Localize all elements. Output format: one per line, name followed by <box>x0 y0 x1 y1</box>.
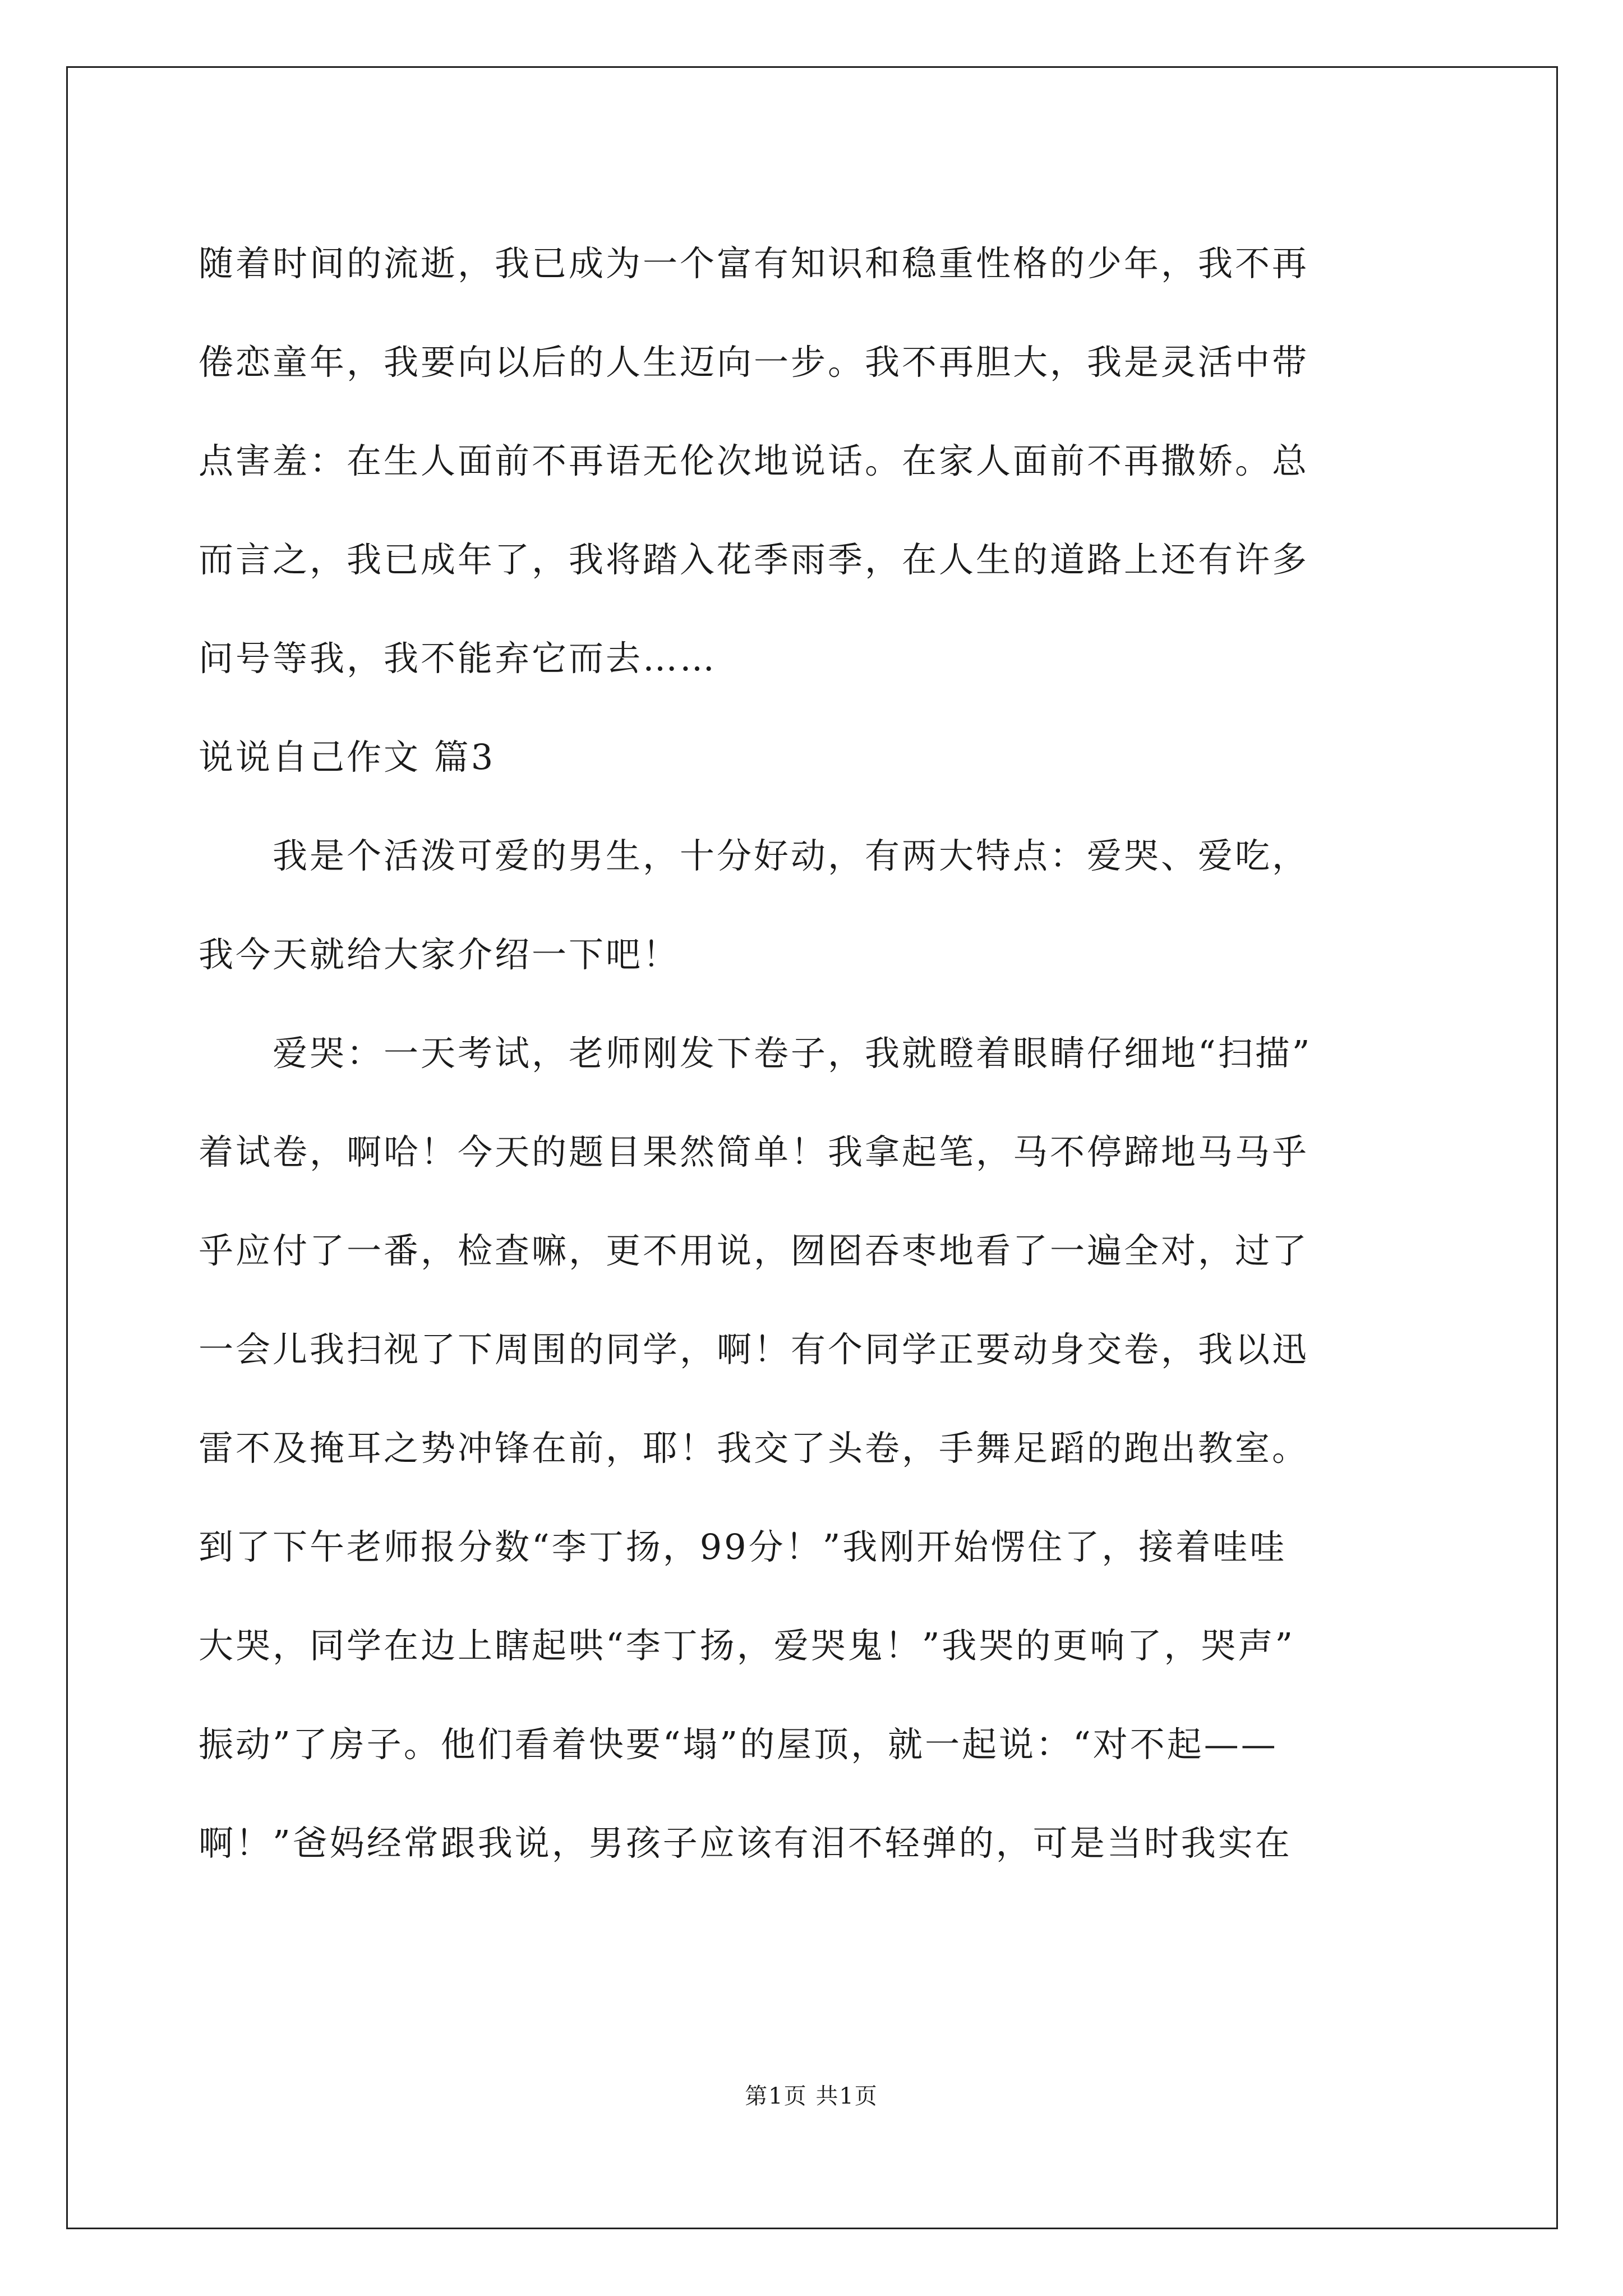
page-footer: 第1页 共1页 <box>745 2083 878 2109</box>
text-line: 而言之，我已成年了，我将踏入花季雨季，在人生的道路上还有许多 <box>199 539 1310 580</box>
text-line: 爱哭：一天考试，老师刚发下卷子，我就瞪着眼睛仔细地“扫描” <box>273 1033 1312 1074</box>
text-line: 我今天就给大家介绍一下吧！ <box>199 934 680 975</box>
text-line: 振动”了房子。他们看着快要“塌”的屋顶，就一起说：“对不起—— <box>199 1724 1278 1765</box>
text-line: 到了下午老师报分数“李丁扬，99分！”我刚开始愣住了，接着哇哇 <box>199 1526 1287 1567</box>
text-line: 大哭，同学在边上瞎起哄“李丁扬，爱哭鬼！”我哭的更响了，哭声” <box>199 1625 1295 1666</box>
text-line: 随着时间的流逝，我已成为一个富有知识和稳重性格的少年，我不再 <box>199 243 1310 284</box>
text-line: 乎应付了一番，检查嘛，更不用说，囫囵吞枣地看了一遍全对，过了 <box>199 1230 1310 1271</box>
text-line: 啊！”爸妈经常跟我说，男孩子应该有泪不轻弹的，可是当时我实在 <box>199 1823 1292 1864</box>
text-line: 倦恋童年，我要向以后的人生迈向一步。我不再胆大，我是灵活中带 <box>199 342 1310 383</box>
section-heading: 说说自己作文 篇3 <box>199 737 496 777</box>
document-body <box>199 214 1432 1893</box>
paragraph-2 <box>199 807 1432 1004</box>
text-line: 着试卷，啊哈！今天的题目果然简单！我拿起笔，马不停蹄地马马乎 <box>199 1131 1310 1172</box>
paragraph-3 <box>199 1004 1432 1893</box>
text-line: 我是个活泼可爱的男生，十分好动，有两大特点：爱哭、爱吃， <box>273 835 1310 876</box>
paragraph-1 <box>199 214 1432 708</box>
text-line: 一会儿我扫视了下周围的同学，啊！有个同学正要动身交卷，我以迅 <box>199 1329 1310 1370</box>
text-line: 点害羞：在生人面前不再语无伦次地说话。在家人面前不再撒娇。总 <box>199 440 1310 481</box>
text-line: 问号等我，我不能弃它而去…… <box>199 638 717 679</box>
text-line: 雷不及掩耳之势冲锋在前，耶！我交了头卷，手舞足蹈的跑出教室。 <box>199 1428 1310 1469</box>
